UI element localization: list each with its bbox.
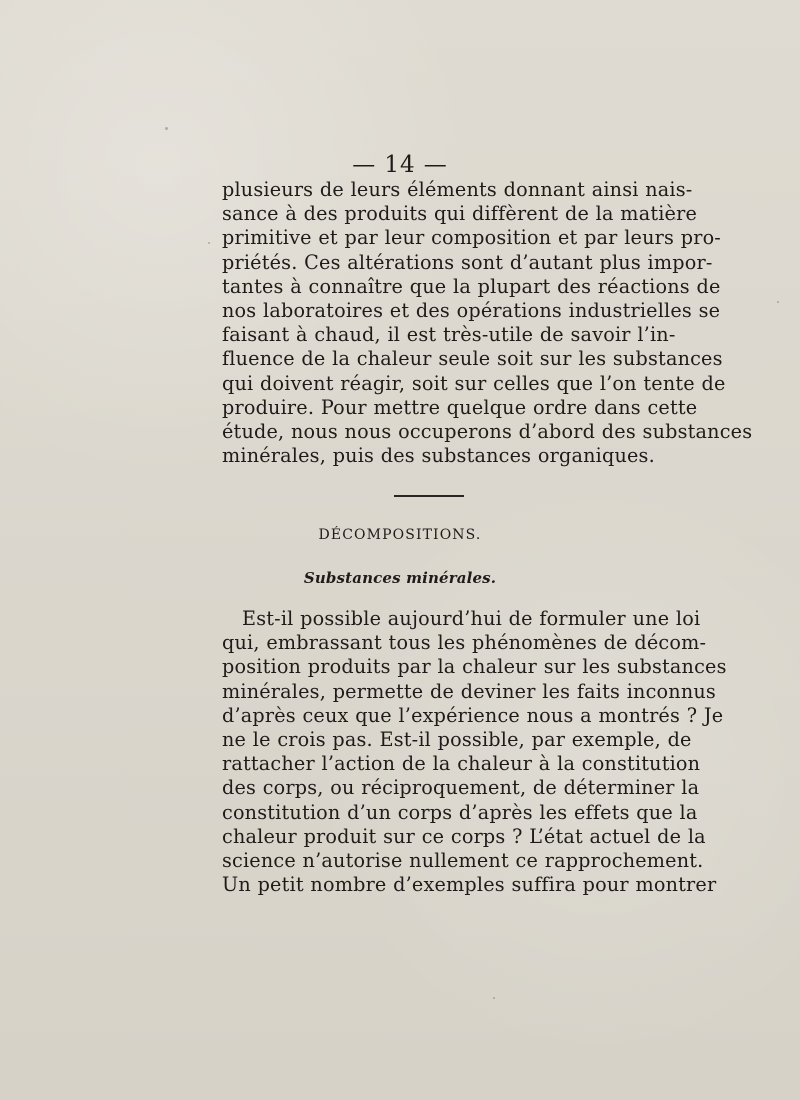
text-line: chaleur produit sur ce corps ? L’état actuel de la	[222, 824, 706, 848]
text-line: nos laboratoires et des opérations industrielles se	[222, 299, 721, 323]
text-line: produire. Pour mettre quelque ordre dans cette	[222, 395, 698, 419]
section-divider	[394, 495, 464, 497]
paper-speck	[777, 301, 779, 303]
text-line: rattacher l’action de la chaleur à la constitution	[222, 752, 701, 776]
text-line: d’après ceux que l’expérience nous a montrés ? Je	[222, 703, 724, 727]
paper-speck	[208, 242, 210, 244]
subsection-heading: Substances minérales.	[303, 569, 497, 587]
text-line: fluence de la chaleur seule soit sur les substances	[222, 347, 723, 371]
text-line: étude, nous nous occuperons d’abord des substances	[222, 420, 753, 444]
text-line: Un petit nombre d’exemples suffira pour montrer	[222, 873, 717, 897]
body-text-bottom	[222, 607, 727, 897]
text-line: minérales, puis des substances organiques.	[222, 444, 655, 468]
text-line: primitive et par leur composition et par leurs pro-	[222, 226, 721, 250]
text-line: minérales, permette de deviner les faits inconnus	[222, 679, 716, 703]
text-line: faisant à chaud, il est très-utile de savoir l’in-	[222, 323, 676, 347]
text-line: tantes à connaître que la plupart des réactions de	[222, 274, 721, 298]
text-line: des corps, ou réciproquement, de déterminer la	[222, 776, 700, 800]
text-line: position produits par la chaleur sur les substances	[222, 655, 727, 679]
text-line: priétés. Ces altérations sont d’autant plus impor-	[222, 250, 713, 274]
paper-speck	[493, 997, 495, 999]
page-number: — 14 —	[352, 152, 448, 178]
paper-speck	[165, 127, 168, 130]
section-heading: DÉCOMPOSITIONS.	[318, 527, 482, 543]
text-line: qui, embrassant tous les phénomènes de décom-	[222, 631, 707, 655]
body-text-top	[222, 178, 753, 468]
text-line: ne le crois pas. Est-il possible, par exemple, de	[222, 728, 692, 752]
text-line: constitution d’un corps d’après les effets que la	[222, 800, 698, 824]
text-line: qui doivent réagir, soit sur celles que l’on tente de	[222, 371, 726, 395]
text-line: sance à des produits qui diffèrent de la matière	[222, 202, 698, 226]
text-line: Est-il possible aujourd’hui de formuler une loi	[242, 607, 701, 630]
text-line: science n’autorise nullement ce rapprochement.	[222, 849, 704, 873]
text-line: plusieurs de leurs éléments donnant ainsi nais-	[222, 178, 693, 201]
